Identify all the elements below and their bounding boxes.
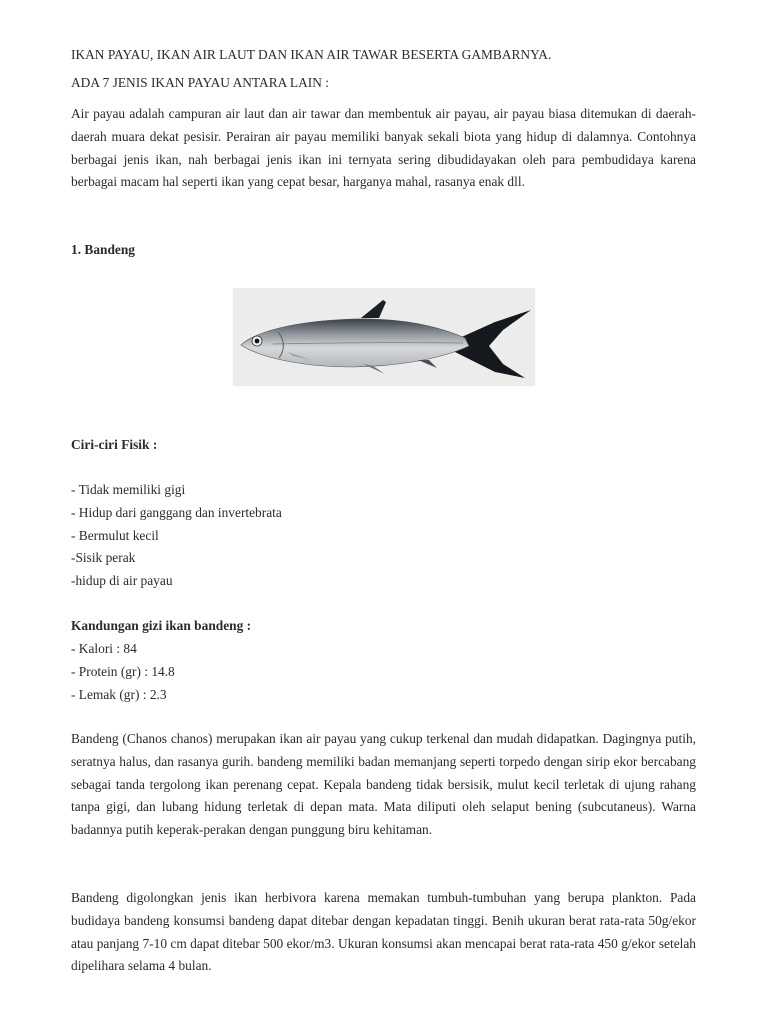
list-item: -Sisik perak xyxy=(71,550,136,566)
kandungan-gizi-list xyxy=(71,638,696,706)
milkfish-image xyxy=(233,288,535,386)
ciri-fisik-list xyxy=(71,479,696,593)
ciri-fisik-heading: Ciri-ciri Fisik : xyxy=(71,437,158,452)
list-item: - Kalori : 84 xyxy=(71,641,137,656)
list-item: - Tidak memiliki gigi xyxy=(71,482,186,497)
kandungan-gizi-heading: Kandungan gizi ikan bandeng : xyxy=(71,618,252,633)
intro-paragraph: Air payau adalah campuran air laut dan air tawar dan membentuk air payau, air payau biasa ditemukan di daerah-daerah muara dekat pesisir. Perairan air payau memiliki banyak sekali biota yang hidup di dalamnya. Contohnya berbagai jenis ikan, nah berbagai jenis ikan ini ternyata sering dibudidayakan oleh para pembudidaya karena berbagai macam hal seperti ikan yang cepat besar, harganya mahal, rasanya enak dll. xyxy=(71,106,696,190)
list-item: -hidup di air payau xyxy=(71,573,173,589)
bandeng-description-paragraph: Bandeng (Chanos chanos) merupakan ikan air payau yang cukup terkenal dan mudah didapatkan. Dagingnya putih, seratnya halus, dan rasanya gurih. bandeng memiliki badan memanjang seperti torpedo dengan sirip ekor bercabang sebagai tanda tergolong ikan perenang cepat. Kepala bandeng tidak bersisik, mulut kecil terletak di ujung rahang tanpa gigi, dan lubang hidung terletak di depan mata. Mata diliputi oleh selaput bening (subcutaneus). Warna badannya putih keperak-perakan dengan punggung biru kehitaman. xyxy=(71,731,696,838)
bandeng-budidaya-paragraph: Bandeng digolongkan jenis ikan herbivora karena memakan tumbuh-tumbuhan yang berupa plankton. Pada budidaya bandeng konsumsi bandeng dapat ditebar dengan kepadatan tinggi. Benih ukuran berat rata-rata 50g/ekor atau panjang 7-10 cm dapat ditebar 500 ekor/m3. Ukuran konsumsi akan mencapai berat rata-rata 450 g/ekor setelah dipelihara selama 4 bulan. xyxy=(71,890,696,974)
document-subtitle: ADA 7 JENIS IKAN PAYAU ANTARA LAIN : xyxy=(71,75,329,90)
milkfish-icon xyxy=(233,288,535,386)
list-item: - Lemak (gr) : 2.3 xyxy=(71,686,167,702)
list-item: - Protein (gr) : 14.8 xyxy=(71,663,175,679)
section-heading-bandeng: 1. Bandeng xyxy=(71,242,135,257)
list-item: - Bermulut kecil xyxy=(71,527,159,543)
list-item: - Hidup dari ganggang dan invertebrata xyxy=(71,504,282,520)
document-title: IKAN PAYAU, IKAN AIR LAUT DAN IKAN AIR TAWAR BESERTA GAMBARNYA. xyxy=(71,47,552,62)
